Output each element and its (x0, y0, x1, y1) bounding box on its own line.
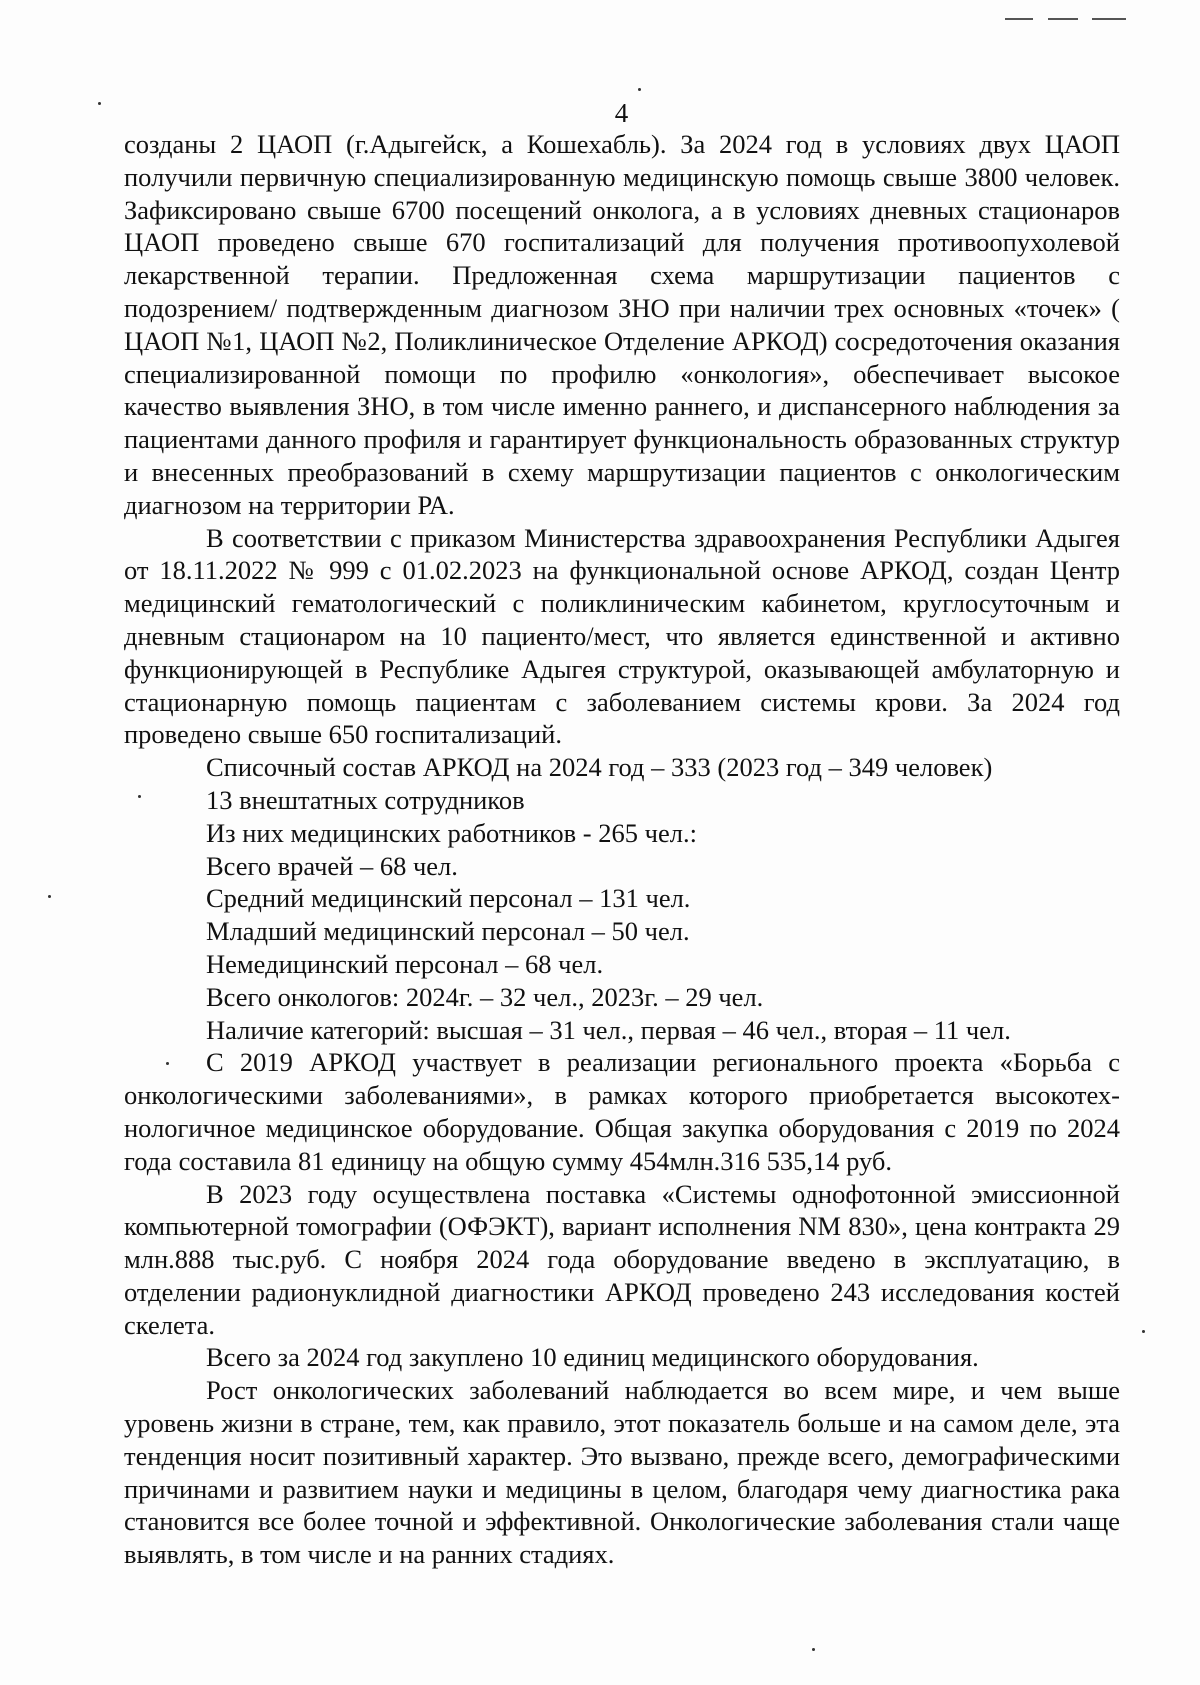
scan-speck (812, 1648, 815, 1651)
scan-artifact-mark (1005, 18, 1033, 20)
staff-line: Наличие категорий: высшая – 31 чел., первая – 46 чел., вторая – 11 чел. (206, 1014, 1011, 1045)
staff-line: Из них медицинских работников - 265 чел.: (206, 817, 697, 848)
paragraph-cancer-growth: Рост онкологических заболеваний наблюдается во всем мире, и чем выше уровень жизни в стране, тем, как правило, этот показатель больше и на самом деле, эта тенденция носит позитивный характер. Это вызвано, прежде всего, демографическими причинами и развитием науки и медицины в целом, благодаря чему диагностика рака становится все более точной и эффективной. Онкологические заболевания стали чаще выявлять, в том числе и на ранних стадиях. (124, 1375, 1120, 1570)
document-body (124, 128, 1120, 1571)
scan-speck (48, 895, 51, 898)
scan-speck (638, 88, 641, 91)
staff-line: Списочный состав АРКОД на 2024 год – 333 (2023 год – 349 человек) (206, 752, 993, 783)
staff-line: 13 внештатных сотрудников (206, 784, 525, 815)
paragraph-tsaop-routing: созданы 2 ЦАОП (г.Адыгейск, а Кошехабль). За 2024 год в условиях двух ЦАОП получили первичную специализированную медицинскую помощь свыше 3800 человек. Зафиксировано свыше 6700 посещений онколога, а в условиях дневных стационаров ЦАОП проведено свыше 670 госпитализаций для получения противоопухолевой лекарственной терапии. Предложенная схема маршрутизации пациентов с подозрением/ подтвержденным диагнозом ЗНО при наличии трех основных «точек» ( ЦАОП №1, ЦАОП №2, Поликлиническое Отделение АРКОД) сосредоточения оказания специализированной помощи по профилю «онкология», обеспечивает высокое качество выявления ЗНО, в том числе именно раннего, и диспансерного наблюдения за пациентами данного профиля и гарантирует функциональность образованных структур и внесенных преобразований в схему маршрутизации пациентов с онкологическим диагнозом на территории РА. (124, 129, 1120, 520)
staff-line: Младший медицинский персонал – 50 чел. (206, 916, 690, 947)
scan-artifact-mark (1092, 18, 1126, 20)
staff-line: Немедицинский персонал – 68 чел. (206, 948, 604, 979)
paragraph-equipment-total: Всего за 2024 год закуплено 10 единиц медицинского оборудования. (206, 1342, 979, 1373)
staff-line: Средний медицинский персонал – 131 чел. (206, 883, 691, 914)
paragraph-regional-project: С 2019 АРКОД участвует в реализации регионального проекта «Борьба с онкологическими заболеваниями», в рамках которого приобретается высокотехнологичное медицинское оборудование. Общая закупка оборудования с 2019 по 2024 года составила 81 единицу на общую сумму 454млн.316 535,14 руб. (124, 1047, 1120, 1176)
scan-artifact-mark (1048, 18, 1078, 20)
page-number: 4 (614, 98, 629, 128)
paragraph-spect-delivery: В 2023 году осуществлена поставка «Системы однофотонной эмиссионной компьютерной томографии (ОФЭКТ), вариант исполнения NM 830», цена контракта 29 млн.888 тыс.руб. С ноября 2024 года оборудование введено в эксплуатацию, в отделении радионуклидной диагностики АРКОД проведено 243 исследования костей скелета. (124, 1178, 1120, 1340)
staff-line: Всего онкологов: 2024г. – 32 чел., 2023г. – 29 чел. (206, 981, 764, 1012)
scan-speck (1142, 1330, 1145, 1333)
paragraph-hematology-center: В соответствии с приказом Министерства здравоохранения Республики Адыгея от 18.11.2022 № 999 с 01.02.2023 на функциональной основе АРКОД, создан Центр медицинский гематологический с поликлиническим кабинетом, круглосуточным и дневным стационаром на 10 пациенто/мест, что является единственной и активно функционирующей в Республике Адыгея структурой, оказывающей амбулаторную и стационарную помощь пациентам с заболеванием системы крови. За 2024 год проведено свыше 650 госпитализаций. (124, 522, 1120, 750)
staff-line: Всего врачей – 68 чел. (206, 850, 458, 881)
